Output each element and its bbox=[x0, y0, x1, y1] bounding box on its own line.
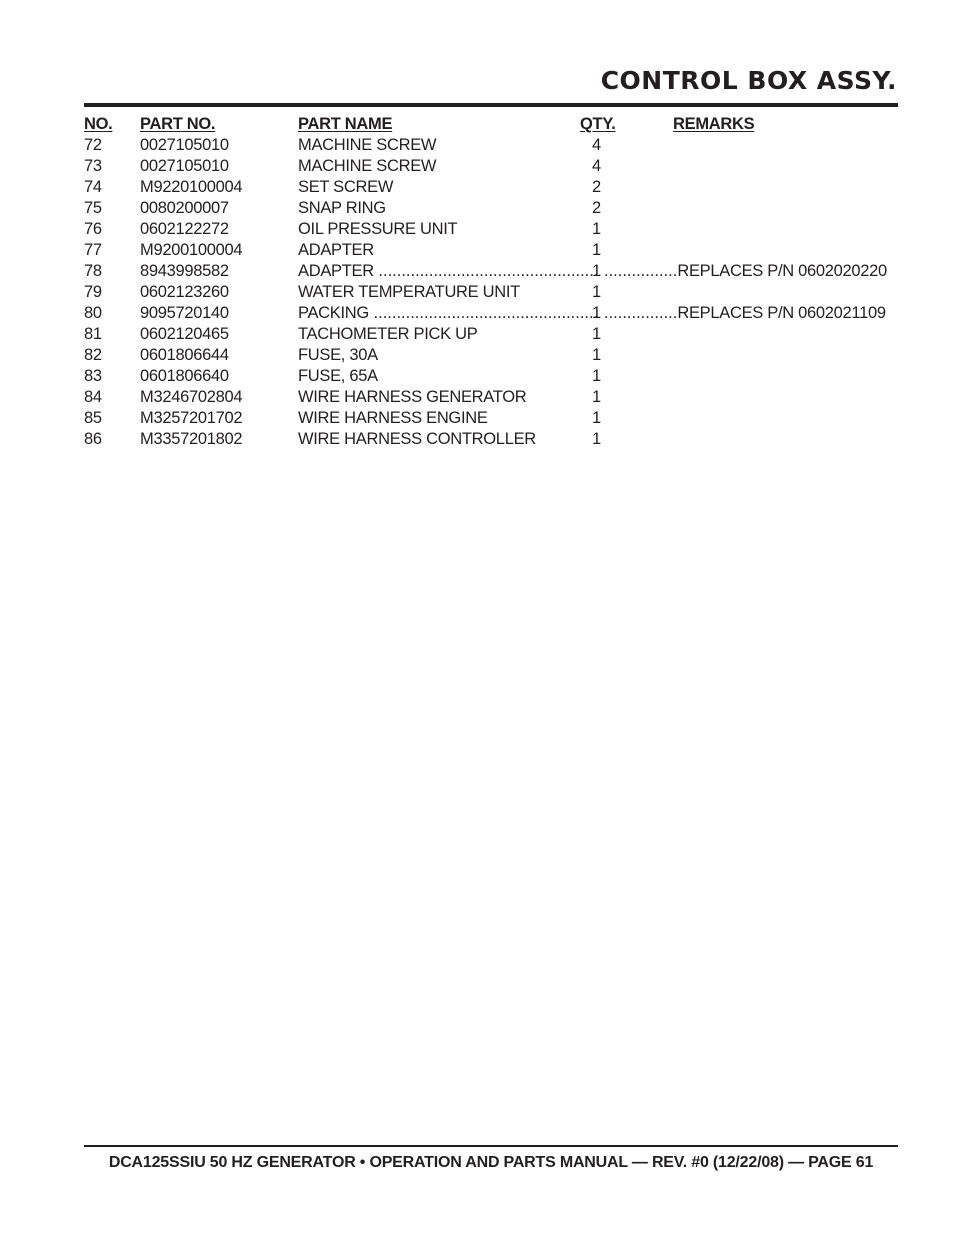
row-qty: 1 bbox=[592, 367, 601, 385]
row-no: 82 bbox=[84, 346, 102, 364]
row-part-name: MACHINE SCREW bbox=[298, 136, 437, 154]
row-part-name: ADAPTER bbox=[298, 241, 374, 259]
row-qty: 1 bbox=[592, 262, 601, 280]
row-part-no: 8943998582 bbox=[140, 262, 229, 280]
page-title: CONTROL BOX ASSY. bbox=[600, 66, 897, 95]
header-part-no: PART NO. bbox=[140, 115, 216, 133]
row-qty: 2 bbox=[592, 178, 601, 196]
table-row bbox=[0, 304, 954, 325]
row-part-no: 0027105010 bbox=[140, 157, 229, 175]
row-no: 80 bbox=[84, 304, 102, 322]
row-part-name: FUSE, 65A bbox=[298, 367, 378, 385]
row-part-no: M3257201702 bbox=[140, 409, 243, 427]
row-part-name: SET SCREW bbox=[298, 178, 394, 196]
row-part-name: OIL PRESSURE UNIT bbox=[298, 220, 458, 238]
row-qty: 1 bbox=[592, 325, 601, 343]
table-row bbox=[0, 346, 954, 367]
row-qty: 1 bbox=[592, 304, 601, 322]
row-remarks: REPLACES P/N 0602021109 bbox=[677, 304, 886, 322]
row-remarks: REPLACES P/N 0602020220 bbox=[677, 262, 887, 280]
row-no: 84 bbox=[84, 388, 102, 406]
row-part-no: 0080200007 bbox=[140, 199, 229, 217]
row-part-no: 0601806640 bbox=[140, 367, 229, 385]
table-row bbox=[0, 136, 954, 157]
header-remarks: REMARKS bbox=[673, 115, 755, 133]
row-no: 86 bbox=[84, 430, 102, 448]
leader-dots: ................ bbox=[604, 262, 678, 280]
table-row bbox=[0, 241, 954, 262]
row-remarks-group bbox=[604, 262, 887, 281]
row-qty: 1 bbox=[592, 388, 601, 406]
row-no: 83 bbox=[84, 367, 102, 385]
row-part-no: 0602123260 bbox=[140, 283, 229, 301]
row-qty: 4 bbox=[592, 136, 601, 154]
table-row bbox=[0, 262, 954, 283]
row-qty: 1 bbox=[592, 430, 601, 448]
row-part-no: M3246702804 bbox=[140, 388, 243, 406]
row-no: 76 bbox=[84, 220, 102, 238]
row-part-no: 9095720140 bbox=[140, 304, 229, 322]
row-no: 85 bbox=[84, 409, 102, 427]
row-qty: 1 bbox=[592, 409, 601, 427]
row-part-name: ADAPTER ..... bbox=[298, 262, 598, 281]
title-divider bbox=[84, 103, 898, 107]
table-row bbox=[0, 178, 954, 199]
table-row bbox=[0, 220, 954, 241]
row-qty: 1 bbox=[592, 283, 601, 301]
table-row bbox=[0, 199, 954, 220]
row-part-no: 0602122272 bbox=[140, 220, 229, 238]
row-qty: 2 bbox=[592, 199, 601, 217]
row-qty: 1 bbox=[592, 241, 601, 259]
row-part-name: WIRE HARNESS CONTROLLER bbox=[298, 430, 536, 448]
row-part-name: MACHINE SCREW bbox=[298, 157, 437, 175]
row-no: 73 bbox=[84, 157, 102, 175]
row-part-no: M9220100004 bbox=[140, 178, 243, 196]
row-part-name: WIRE HARNESS GENERATOR bbox=[298, 388, 527, 406]
row-no: 78 bbox=[84, 262, 102, 280]
table-header bbox=[0, 115, 954, 136]
row-part-name: WATER TEMPERATURE UNIT bbox=[298, 283, 520, 301]
parts-table bbox=[0, 136, 954, 451]
leader-dots: ................ bbox=[604, 304, 678, 322]
row-qty: 4 bbox=[592, 157, 601, 175]
header-part-name: PART NAME bbox=[298, 115, 393, 133]
table-row bbox=[0, 157, 954, 178]
page-footer: DCA125SSIU 50 HZ GENERATOR • OPERATION AND PARTS MANUAL — REV. #0 (12/22/08) — PAGE 61 bbox=[108, 1154, 874, 1171]
table-row bbox=[0, 409, 954, 430]
row-qty: 1 bbox=[592, 220, 601, 238]
row-part-name: WIRE HARNESS ENGINE bbox=[298, 409, 488, 427]
footer-divider bbox=[84, 1145, 898, 1147]
row-part-no: M3357201802 bbox=[140, 430, 243, 448]
row-remarks-group bbox=[604, 304, 886, 323]
row-part-name: PACKING ..... bbox=[298, 304, 598, 323]
row-part-no: 0027105010 bbox=[140, 136, 229, 154]
row-no: 75 bbox=[84, 199, 102, 217]
row-no: 77 bbox=[84, 241, 102, 259]
table-row bbox=[0, 325, 954, 346]
row-part-name: TACHOMETER PICK UP bbox=[298, 325, 478, 343]
table-row bbox=[0, 283, 954, 304]
row-qty: 1 bbox=[592, 346, 601, 364]
row-no: 79 bbox=[84, 283, 102, 301]
row-no: 74 bbox=[84, 178, 102, 196]
header-qty: QTY. bbox=[580, 115, 616, 133]
header-no: NO. bbox=[84, 115, 113, 133]
row-part-no: 0601806644 bbox=[140, 346, 229, 364]
row-part-name: SNAP RING bbox=[298, 199, 386, 217]
table-row bbox=[0, 430, 954, 451]
row-part-no: 0602120465 bbox=[140, 325, 229, 343]
row-no: 72 bbox=[84, 136, 102, 154]
row-part-no: M9200100004 bbox=[140, 241, 243, 259]
table-row bbox=[0, 388, 954, 409]
row-part-name: FUSE, 30A bbox=[298, 346, 378, 364]
table-row bbox=[0, 367, 954, 388]
row-no: 81 bbox=[84, 325, 102, 343]
